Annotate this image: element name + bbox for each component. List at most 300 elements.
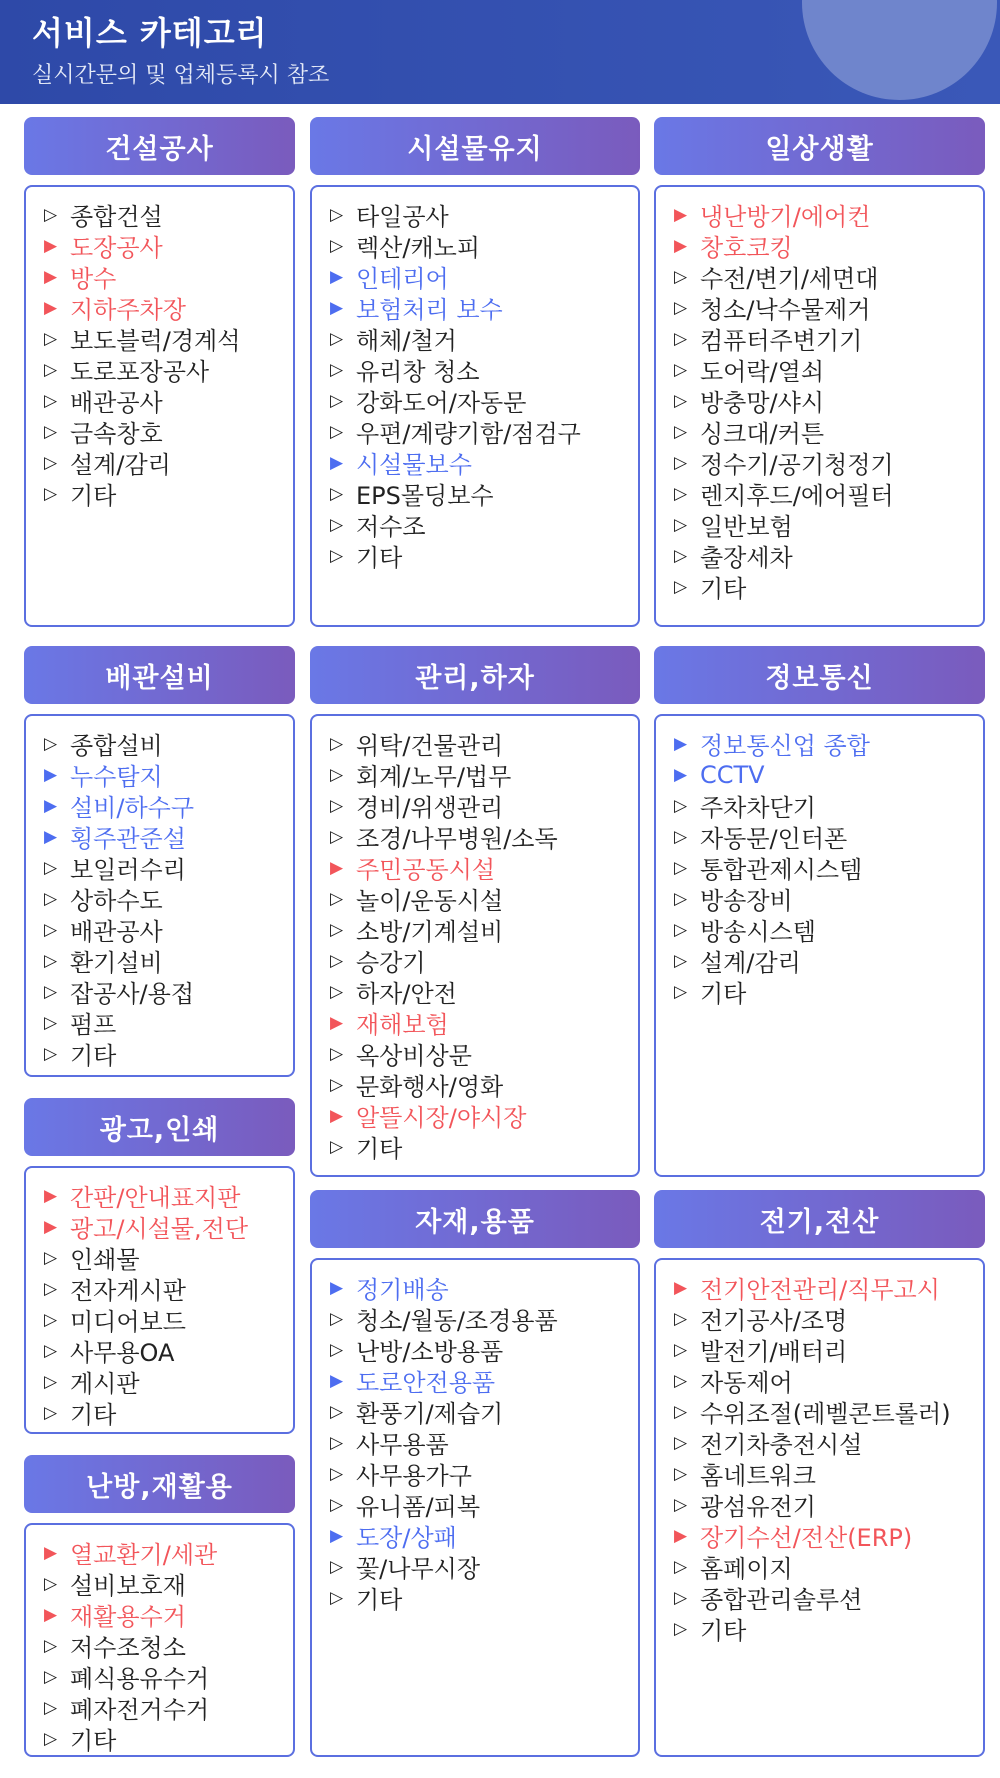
category-item-label: 기타 [356, 1586, 403, 1614]
category-item[interactable] [330, 883, 558, 914]
category-item[interactable] [330, 416, 581, 447]
category-item-label: 폐식용유수거 [70, 1665, 210, 1693]
category-item[interactable] [330, 1551, 558, 1582]
category-item[interactable] [674, 821, 870, 852]
decorative-circle [802, 0, 997, 100]
category-item-label: 정보통신업 종합 [700, 732, 870, 760]
category-item-label: 렌지후드/에어필터 [700, 482, 894, 510]
category-item[interactable] [674, 945, 870, 976]
category-item[interactable] [44, 852, 194, 883]
outline-triangle-icon: ▷ [330, 1463, 344, 1484]
category-item[interactable] [674, 385, 894, 416]
category-item[interactable] [44, 1242, 248, 1273]
category-item-label: 설비/하수구 [70, 794, 195, 822]
outline-triangle-icon: ▷ [330, 545, 344, 566]
category-item[interactable] [330, 1458, 558, 1489]
section-title: 전기,전산 [654, 1190, 985, 1248]
category-item-label: 해체/철거 [356, 327, 457, 355]
filled-triangle-icon: ▶ [674, 733, 688, 754]
category-item[interactable] [44, 1630, 217, 1661]
category-item-label: 컴퓨터주변기기 [700, 327, 863, 355]
filled-triangle-icon: ▶ [674, 1277, 688, 1298]
category-item-label: 냉난방기/에어컨 [700, 203, 871, 231]
outline-triangle-icon: ▷ [330, 328, 344, 349]
outline-triangle-icon: ▷ [44, 981, 58, 1002]
category-item-label: 소방/기계설비 [356, 918, 504, 946]
category-item[interactable] [674, 1551, 951, 1582]
outline-triangle-icon: ▷ [674, 981, 688, 1002]
page-subtitle: 실시간문의 및 업체등록시 참조 [32, 63, 330, 88]
category-item[interactable] [330, 1272, 558, 1303]
outline-triangle-icon: ▷ [330, 950, 344, 971]
section-title: 정보통신 [654, 646, 985, 704]
category-item-label: 출장세차 [700, 544, 793, 572]
category-item-label: 기타 [356, 544, 403, 572]
category-item-label: 청소/월동/조경용품 [356, 1307, 558, 1335]
section-item-box [24, 714, 295, 1077]
category-item-label: 알뜰시장/야시장 [356, 1104, 527, 1132]
category-item[interactable] [44, 1211, 248, 1242]
outline-triangle-icon: ▷ [330, 795, 344, 816]
category-item-label: 옥상비상문 [356, 1042, 472, 1070]
category-item-label: 청소/낙수물제거 [700, 296, 871, 324]
category-item[interactable] [330, 1334, 558, 1365]
outline-triangle-icon: ▷ [330, 1136, 344, 1157]
category-item[interactable] [674, 728, 870, 759]
category-item[interactable] [674, 1520, 951, 1551]
category-item[interactable] [44, 385, 240, 416]
category-item-label: 기타 [70, 1042, 117, 1070]
category-item[interactable] [674, 1458, 951, 1489]
outline-triangle-icon: ▷ [674, 1370, 688, 1391]
category-item[interactable] [330, 1007, 558, 1038]
category-item[interactable] [330, 385, 581, 416]
category-item[interactable] [674, 1427, 951, 1458]
section-title: 난방,재활용 [24, 1455, 295, 1513]
filled-triangle-icon: ▶ [330, 857, 344, 878]
section-title: 건설공사 [24, 117, 295, 175]
category-item[interactable] [674, 1334, 951, 1365]
category-item[interactable] [674, 1272, 951, 1303]
category-item-label: 난방/소방용품 [356, 1338, 504, 1366]
outline-triangle-icon: ▷ [44, 1043, 58, 1064]
category-item-label: 기타 [700, 980, 747, 1008]
filled-triangle-icon: ▶ [44, 826, 58, 847]
section-title: 관리,하자 [310, 646, 640, 704]
category-item[interactable] [330, 914, 558, 945]
category-item[interactable] [44, 914, 194, 945]
category-item[interactable] [330, 945, 558, 976]
section-daily-life [654, 117, 985, 627]
category-item[interactable] [674, 1303, 951, 1334]
category-item[interactable] [44, 354, 240, 385]
page-header [0, 0, 1000, 104]
category-item[interactable] [44, 790, 194, 821]
filled-triangle-icon: ▶ [674, 1525, 688, 1546]
outline-triangle-icon: ▷ [674, 1587, 688, 1608]
category-item[interactable] [330, 261, 581, 292]
category-item[interactable] [44, 1599, 217, 1630]
section-title: 광고,인쇄 [24, 1098, 295, 1156]
category-item-label: 상하수도 [70, 887, 163, 915]
outline-triangle-icon: ▷ [674, 888, 688, 909]
category-item[interactable] [330, 1365, 558, 1396]
outline-triangle-icon: ▷ [674, 452, 688, 473]
category-item-label: 저수조 [356, 513, 426, 541]
section-item-box [654, 185, 985, 627]
category-item[interactable] [674, 1613, 951, 1644]
category-item[interactable] [330, 292, 581, 323]
outline-triangle-icon: ▷ [44, 1371, 58, 1392]
category-item-label: 게시판 [70, 1370, 140, 1398]
category-item-label: 방충망/샤시 [700, 389, 825, 417]
category-item[interactable] [330, 852, 558, 883]
category-item-label: 홈페이지 [700, 1555, 793, 1583]
category-list [44, 1537, 217, 1754]
category-item-label: 렉산/캐노피 [356, 234, 481, 262]
filled-triangle-icon: ▶ [330, 1105, 344, 1126]
category-item-label: 사무용가구 [356, 1462, 472, 1490]
category-item[interactable] [674, 571, 894, 602]
category-item-label: 자동문/인터폰 [700, 825, 848, 853]
category-item-label: 인테리어 [356, 265, 449, 293]
category-item[interactable] [674, 478, 894, 509]
category-item-label: 인쇄물 [70, 1246, 140, 1274]
category-item[interactable] [44, 1397, 248, 1428]
category-item-label: 종합건설 [70, 203, 163, 231]
category-item[interactable] [674, 261, 894, 292]
category-item-label: 배관공사 [70, 389, 163, 417]
category-item-label: EPS몰딩보수 [356, 482, 494, 510]
outline-triangle-icon: ▷ [44, 733, 58, 754]
filled-triangle-icon: ▶ [330, 452, 344, 473]
category-item[interactable] [44, 1304, 248, 1335]
category-item[interactable] [330, 1038, 558, 1069]
category-item[interactable] [330, 1520, 558, 1551]
category-item-label: 경비/위생관리 [356, 794, 504, 822]
category-item-label: 재활용수거 [70, 1603, 186, 1631]
category-item-label: 간판/안내표지판 [70, 1184, 241, 1212]
category-item[interactable] [674, 323, 894, 354]
category-item-label: 열교환기/세관 [70, 1541, 218, 1569]
category-item-label: 하자/안전 [356, 980, 457, 1008]
outline-triangle-icon: ▷ [44, 1666, 58, 1687]
outline-triangle-icon: ▷ [44, 1012, 58, 1033]
outline-triangle-icon: ▷ [44, 452, 58, 473]
category-list [44, 1180, 248, 1428]
category-item[interactable] [330, 478, 581, 509]
outline-triangle-icon: ▷ [674, 328, 688, 349]
section-item-box [310, 1258, 640, 1757]
outline-triangle-icon: ▷ [44, 1247, 58, 1268]
filled-triangle-icon: ▶ [330, 1370, 344, 1391]
outline-triangle-icon: ▷ [330, 1587, 344, 1608]
filled-triangle-icon: ▶ [674, 764, 688, 785]
outline-triangle-icon: ▷ [44, 857, 58, 878]
category-item[interactable] [44, 945, 194, 976]
category-item-label: 종합관리솔루션 [700, 1586, 863, 1614]
category-item[interactable] [674, 416, 894, 447]
filled-triangle-icon: ▶ [330, 1277, 344, 1298]
category-list [44, 728, 194, 1069]
outline-triangle-icon: ▷ [330, 888, 344, 909]
category-item[interactable] [674, 540, 894, 571]
category-item[interactable] [330, 976, 558, 1007]
outline-triangle-icon: ▷ [330, 981, 344, 1002]
category-item[interactable] [674, 199, 894, 230]
category-item[interactable] [674, 447, 894, 478]
category-item-label: 저수조청소 [70, 1634, 186, 1662]
category-item[interactable] [44, 1180, 248, 1211]
outline-triangle-icon: ▷ [44, 1340, 58, 1361]
category-item-label: 전기공사/조명 [700, 1307, 848, 1335]
category-item-label: 기타 [700, 575, 747, 603]
category-item[interactable] [44, 261, 240, 292]
category-item-label: 도로포장공사 [70, 358, 210, 386]
category-item-label: 꽃/나무시장 [356, 1555, 481, 1583]
category-item[interactable] [44, 728, 194, 759]
category-item-label: 보도블럭/경계석 [70, 327, 241, 355]
category-item-label: 폐자전거수거 [70, 1696, 210, 1724]
category-item-label: 자동제어 [700, 1369, 793, 1397]
category-item[interactable] [44, 821, 194, 852]
category-item-label: 놀이/운동시설 [356, 887, 504, 915]
category-item[interactable] [44, 1537, 217, 1568]
category-item-label: 방송시스템 [700, 918, 816, 946]
category-item-label: 조경/나무병원/소독 [356, 825, 558, 853]
category-item-label: 잡공사/용접 [70, 980, 195, 1008]
category-item[interactable] [44, 230, 240, 261]
outline-triangle-icon: ▷ [330, 514, 344, 535]
category-item[interactable] [44, 1692, 217, 1723]
outline-triangle-icon: ▷ [674, 483, 688, 504]
category-item[interactable] [330, 323, 581, 354]
section-title: 자재,용품 [310, 1190, 640, 1248]
category-item-label: 도어락/열쇠 [700, 358, 825, 386]
page-title: 서비스 카테고리 [32, 14, 268, 52]
category-item[interactable] [330, 1489, 558, 1520]
category-item-label: 환기설비 [70, 949, 163, 977]
section-item-box [24, 1523, 295, 1757]
category-item[interactable] [44, 1273, 248, 1304]
category-item-label: 기타 [70, 482, 117, 510]
category-item[interactable] [330, 354, 581, 385]
filled-triangle-icon: ▶ [674, 204, 688, 225]
category-item[interactable] [330, 447, 581, 478]
category-item-label: 전자게시판 [70, 1277, 186, 1305]
outline-triangle-icon: ▷ [330, 1494, 344, 1515]
category-item[interactable] [674, 883, 870, 914]
category-item-label: 재해보험 [356, 1011, 449, 1039]
outline-triangle-icon: ▷ [330, 235, 344, 256]
category-item[interactable] [44, 478, 240, 509]
category-item[interactable] [44, 292, 240, 323]
category-item[interactable] [674, 976, 870, 1007]
category-item-label: 타일공사 [356, 203, 449, 231]
section-it-communication [654, 646, 985, 1177]
category-item[interactable] [330, 1100, 558, 1131]
outline-triangle-icon: ▷ [674, 1401, 688, 1422]
category-item[interactable] [330, 1069, 558, 1100]
category-item-label: 수전/변기/세면대 [700, 265, 879, 293]
category-item[interactable] [44, 883, 194, 914]
category-item[interactable] [44, 759, 194, 790]
section-item-box [24, 1166, 295, 1434]
outline-triangle-icon: ▷ [674, 826, 688, 847]
outline-triangle-icon: ▷ [330, 764, 344, 785]
filled-triangle-icon: ▶ [44, 235, 58, 256]
category-item[interactable] [44, 447, 240, 478]
category-item[interactable] [44, 1568, 217, 1599]
category-item-label: 기타 [70, 1401, 117, 1429]
category-item-label: 싱크대/커튼 [700, 420, 825, 448]
filled-triangle-icon: ▶ [330, 266, 344, 287]
category-item[interactable] [330, 728, 558, 759]
outline-triangle-icon: ▷ [674, 266, 688, 287]
outline-triangle-icon: ▷ [674, 1556, 688, 1577]
outline-triangle-icon: ▷ [330, 919, 344, 940]
outline-triangle-icon: ▷ [44, 950, 58, 971]
filled-triangle-icon: ▶ [330, 1525, 344, 1546]
category-item-label: 유니폼/피복 [356, 1493, 481, 1521]
outline-triangle-icon: ▷ [330, 1401, 344, 1422]
category-item-label: 보일러수리 [70, 856, 186, 884]
category-item[interactable] [330, 821, 558, 852]
category-item[interactable] [330, 509, 581, 540]
category-item[interactable] [674, 509, 894, 540]
category-list [330, 728, 558, 1162]
category-item[interactable] [330, 540, 581, 571]
category-item-label: 금속창호 [70, 420, 163, 448]
category-item[interactable] [330, 230, 581, 261]
category-item[interactable] [44, 416, 240, 447]
category-item[interactable] [330, 1427, 558, 1458]
category-list [330, 1272, 558, 1613]
category-item[interactable] [330, 790, 558, 821]
category-item[interactable] [674, 759, 870, 790]
category-item[interactable] [674, 230, 894, 261]
category-item-label: 도로안전용품 [356, 1369, 496, 1397]
category-item[interactable] [674, 1582, 951, 1613]
outline-triangle-icon: ▷ [330, 826, 344, 847]
category-item-label: 정수기/공기청정기 [700, 451, 894, 479]
category-item-label: 방수 [70, 265, 117, 293]
section-plumbing [24, 646, 295, 1077]
category-item[interactable] [44, 1335, 248, 1366]
section-advertising [24, 1098, 295, 1434]
category-item-label: 통합관제시스템 [700, 856, 863, 884]
category-item[interactable] [674, 292, 894, 323]
category-item[interactable] [674, 914, 870, 945]
category-item-label: 위탁/건물관리 [356, 732, 504, 760]
category-item-label: 도장공사 [70, 234, 163, 262]
category-item-label: 장기수선/전산(ERP) [700, 1524, 913, 1552]
category-item[interactable] [330, 199, 581, 230]
outline-triangle-icon: ▷ [44, 328, 58, 349]
category-item-label: 횡주관준설 [70, 825, 186, 853]
filled-triangle-icon: ▶ [330, 297, 344, 318]
category-item-label: 강화도어/자동문 [356, 389, 527, 417]
outline-triangle-icon: ▷ [674, 857, 688, 878]
outline-triangle-icon: ▷ [674, 1494, 688, 1515]
outline-triangle-icon: ▷ [674, 545, 688, 566]
filled-triangle-icon: ▶ [44, 795, 58, 816]
section-electric-it [654, 1190, 985, 1757]
section-heating-recycling [24, 1455, 295, 1757]
outline-triangle-icon: ▷ [330, 421, 344, 442]
outline-triangle-icon: ▷ [330, 733, 344, 754]
category-item[interactable] [674, 1396, 951, 1427]
category-item[interactable] [44, 323, 240, 354]
category-item-label: 우편/계량기함/점검구 [356, 420, 581, 448]
category-item[interactable] [674, 1365, 951, 1396]
outline-triangle-icon: ▷ [330, 204, 344, 225]
category-item[interactable] [44, 1366, 248, 1397]
category-item[interactable] [44, 199, 240, 230]
category-item[interactable] [330, 1396, 558, 1427]
category-item-label: 설계/감리 [700, 949, 801, 977]
category-item[interactable] [674, 790, 870, 821]
category-item[interactable] [330, 1131, 558, 1162]
category-item-label: 문화행사/영화 [356, 1073, 504, 1101]
filled-triangle-icon: ▶ [44, 764, 58, 785]
category-item[interactable] [44, 976, 194, 1007]
category-item-label: 도장/상패 [356, 1524, 457, 1552]
outline-triangle-icon: ▷ [674, 390, 688, 411]
outline-triangle-icon: ▷ [44, 1309, 58, 1330]
outline-triangle-icon: ▷ [44, 390, 58, 411]
category-item-label: 환풍기/제습기 [356, 1400, 504, 1428]
category-list [674, 199, 894, 602]
category-item[interactable] [330, 1303, 558, 1334]
section-item-box [654, 714, 985, 1177]
category-item-label: 전기차충전시설 [700, 1431, 863, 1459]
outline-triangle-icon: ▷ [330, 1074, 344, 1095]
outline-triangle-icon: ▷ [44, 204, 58, 225]
section-item-box [654, 1258, 985, 1757]
outline-triangle-icon: ▷ [44, 888, 58, 909]
category-item-label: 사무용OA [70, 1339, 175, 1367]
outline-triangle-icon: ▷ [44, 1697, 58, 1718]
outline-triangle-icon: ▷ [44, 1635, 58, 1656]
category-item[interactable] [674, 1489, 951, 1520]
category-item[interactable] [44, 1661, 217, 1692]
outline-triangle-icon: ▷ [674, 514, 688, 535]
category-item[interactable] [330, 759, 558, 790]
outline-triangle-icon: ▷ [44, 483, 58, 504]
category-item-label: 배관공사 [70, 918, 163, 946]
section-management [310, 646, 640, 1177]
category-item-label: 창호코킹 [700, 234, 793, 262]
category-item-label: 주민공동시설 [356, 856, 496, 884]
category-item-label: 지하주차장 [70, 296, 186, 324]
category-item[interactable] [44, 1007, 194, 1038]
category-item-label: 홈네트워크 [700, 1462, 816, 1490]
category-item[interactable] [674, 354, 894, 385]
category-item[interactable] [674, 852, 870, 883]
category-item[interactable] [44, 1723, 217, 1754]
filled-triangle-icon: ▶ [330, 1012, 344, 1033]
outline-triangle-icon: ▷ [330, 1432, 344, 1453]
outline-triangle-icon: ▷ [330, 1556, 344, 1577]
category-item-label: 기타 [70, 1727, 117, 1755]
outline-triangle-icon: ▷ [44, 1573, 58, 1594]
category-list [44, 199, 240, 509]
outline-triangle-icon: ▷ [44, 359, 58, 380]
category-item[interactable] [44, 1038, 194, 1069]
category-item-label: 발전기/배터리 [700, 1338, 848, 1366]
category-item[interactable] [330, 1582, 558, 1613]
